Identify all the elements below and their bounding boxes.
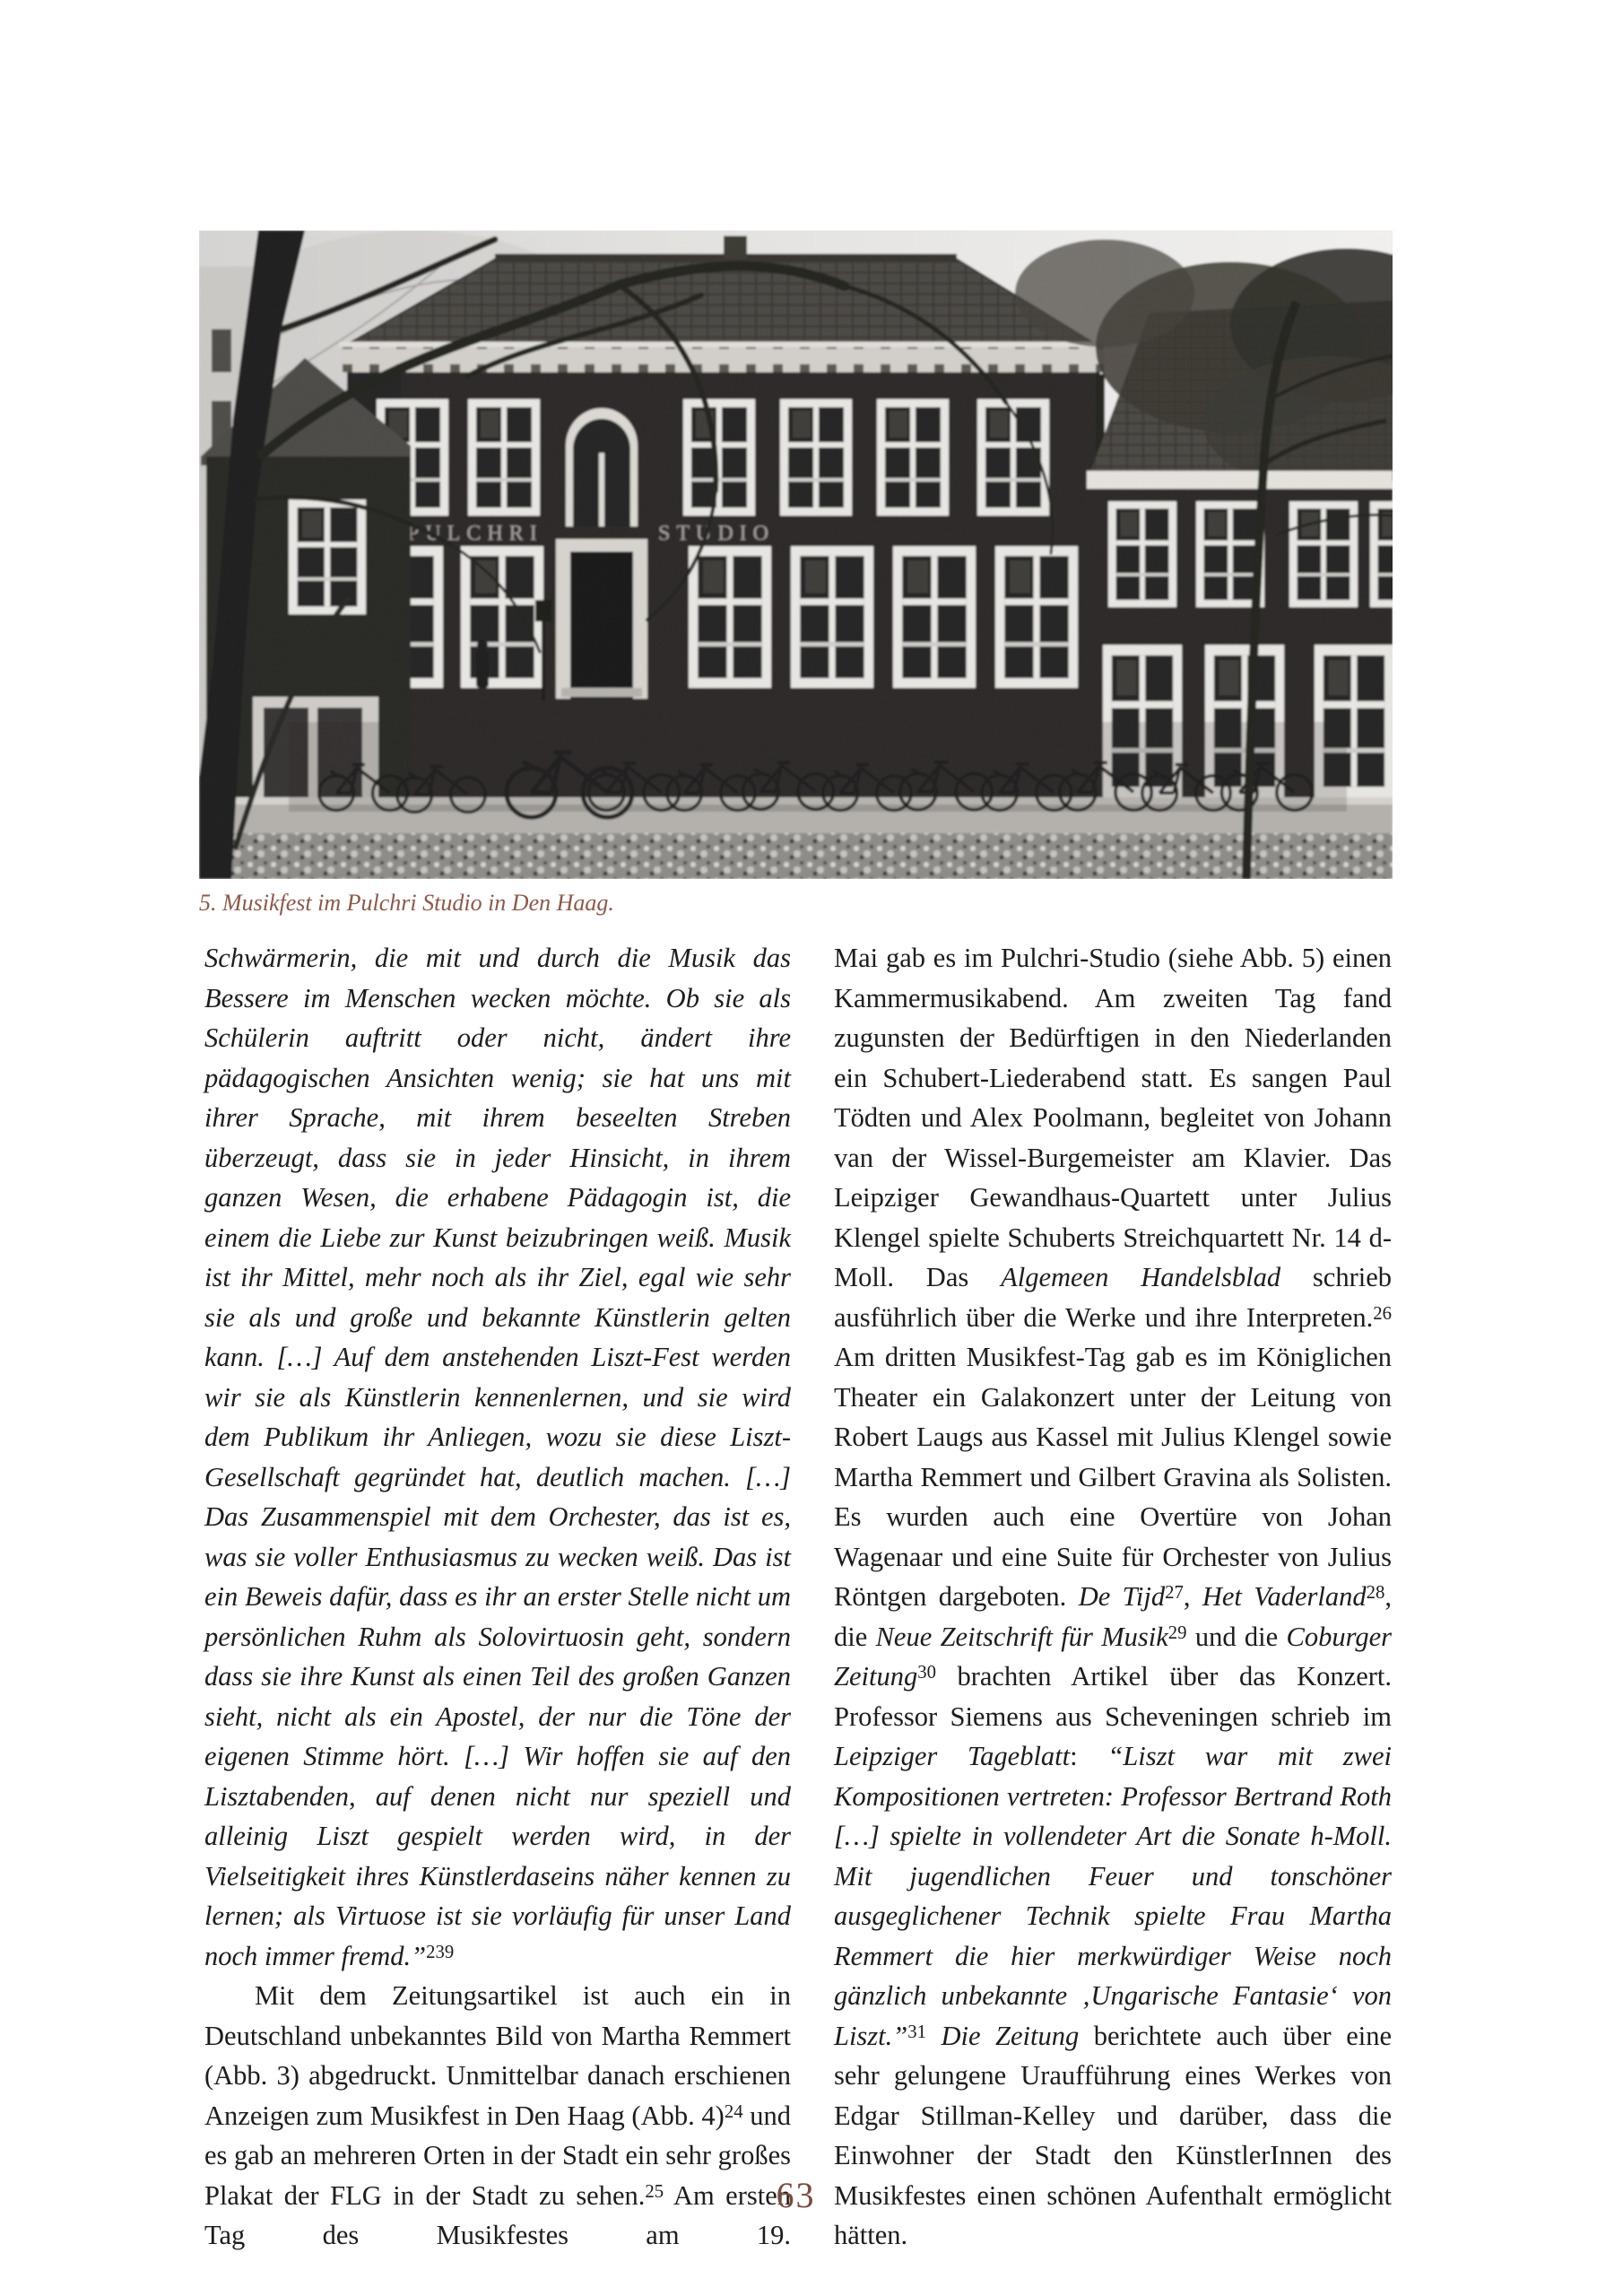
text-segment: De Tijd bbox=[1078, 1581, 1166, 1612]
text-segment: “Liszt war mit zwei Kompositionen vertreten: Professor Bertrand Roth […] spielte in vollendeter Art die Sonate h-Moll. Mit jugendlichen Feuer und tonschöner ausgeglichener Technik spielte Frau Martha Remmert die hier merkwürdiger Weise noch gänzlich unbekannte ‚Ungarische Fantasie‘ von Liszt.” bbox=[834, 1741, 1392, 2051]
figure-caption: 5. Musikfest im Pulchri Studio in Den Haag. bbox=[199, 890, 614, 916]
text-segment: brachten Artikel über das Konzert. Professor Siemens aus Scheveningen schrieb im bbox=[834, 1661, 1392, 1732]
text-segment: Het Vaderland bbox=[1202, 1581, 1367, 1612]
footnote-ref: 29 bbox=[1167, 1622, 1187, 1643]
text-segment: Mit dem Zeitungsartikel ist auch ein in Deutschland unbekanntes Bild von Martha Remmert (Abb. 3) abgedruckt. Unmittelbar danach erschienen Anzeigen zum Musikfest in Den Haag (Abb. 4) bbox=[204, 1980, 791, 2131]
text-segment: : bbox=[1070, 1741, 1108, 1771]
text-segment: Schwärmerin, die mit und durch die Musik das Bessere im Menschen wecken möchte. Ob sie als Schülerin auftritt oder nicht, ändert ihre pädagogischen Ansichten wenig; sie hat uns mit ihrer Sprache, mit ihrem beseelten Streben überzeugt, dass sie in jeder Hinsicht, in ihrem ganzen Wesen, die erhabene Pädagogin ist, die einem die Liebe zur Kunst beizubringen weiß. Musik ist ihr Mittel, mehr noch als ihr Ziel, egal wie sehr sie als und große und bekannte Künstlerin gelten kann. […] Auf dem anstehenden Liszt-Fest werden wir sie als Künstlerin kennenlernen, und sie wird dem Publikum ihr Anliegen, wozu sie diese Liszt-Gesellschaft gegründet hat, deutlich machen. […] Das Zusammenspiel mit dem Orchester, das ist es, was sie voller Enthusiasmus zu wecken weiß. Das ist ein Beweis dafür, dass es ihr an erster Stelle nicht um persönlichen Ruhm als Solovirtuosin geht, sondern dass sie ihre Kunst als einen Teil des großen Ganzen sieht, nicht als ein Apostel, der nur die Töne der eigenen Stimme hört. […] Wir hoffen sie auf den Lisztabenden, auf denen nicht nur speziell und alleinig Liszt gespielt werden wird, in der Vielseitigkeit ihres Künstlerdaseins näher kennen zu lernen; als Virtuose ist sie vorläufig für unser Land noch immer fremd.” bbox=[204, 943, 791, 1971]
text-segment bbox=[926, 2021, 942, 2051]
footnote-ref: 25 bbox=[645, 2181, 664, 2202]
column-left bbox=[204, 938, 791, 2256]
text-segment: , die bbox=[834, 1581, 1393, 1652]
footnote-ref: 239 bbox=[426, 1942, 455, 1962]
text-segment: Neue Zeitschrift für Musik bbox=[875, 1621, 1168, 1652]
text-segment: Algemeen Handelsblad bbox=[1001, 1262, 1281, 1292]
text-segment: berichtete auch über eine sehr gelungene Uraufführung eines Werkes von Edgar Stillman-Kelley und darüber, dass die Einwohner der Stadt den KünstlerInnen des Musikfestes einen schönen Aufenthalt ermöglicht hätten. bbox=[834, 2020, 1392, 2250]
text-segment: Die Zeitung bbox=[941, 2020, 1080, 2051]
photo-grain bbox=[199, 230, 1393, 879]
pulchri-studio-photo bbox=[199, 230, 1393, 879]
text-segment: Coburger Zeitung bbox=[834, 1621, 1392, 1692]
footnote-ref: 30 bbox=[917, 1663, 936, 1683]
quote-paragraph bbox=[204, 938, 791, 1976]
text-segment: , bbox=[1183, 1581, 1202, 1612]
text-segment: Am dritten Musikfest-Tag gab es im Königlichen Theater ein Galakonzert unter der Leitung von Robert Laugs aus Kassel mit Julius Klengel sowie Martha Remmert und Gilbert Gravina als Solisten. Es wurden auch eine Overtüre von Johan Wagenaar und eine Suite für Orchester von Julius Röntgen dargeboten. bbox=[834, 1342, 1392, 1612]
text-segment: Leipziger Tageblatt bbox=[834, 1741, 1071, 1771]
text-segment: schrieb ausführlich über die Werke und ihre Interpreten. bbox=[834, 1262, 1393, 1333]
text-segment: Mai gab es im Pulchri-Studio (siehe Abb. 5) einen Kammermusikabend. Am zweiten Tag fand zugunsten der Bedürftigen in den Niederlanden ein Schubert-Liederabend statt. Es sangen Paul Tödten und Alex Poolmann, begleitet von Johann van der Wissel-Burgemeister am Klavier. Das Leipziger Gewandhaus-Quartett unter Julius Klengel spielte Schuberts Streichquartett Nr. 14 d-Moll. Das bbox=[834, 943, 1392, 1292]
column-right bbox=[834, 938, 1392, 2256]
footnote-ref: 24 bbox=[724, 2101, 743, 2122]
page-number: 63 bbox=[776, 2175, 816, 2215]
text-columns bbox=[204, 938, 1392, 2256]
text-segment: und die bbox=[1186, 1621, 1287, 1652]
body-paragraph-right bbox=[834, 938, 1392, 2256]
footnote-ref: 28 bbox=[1366, 1583, 1385, 1604]
text-segment: und es gab an mehreren Orten in der Stadt ein sehr großes Plakat der FLG in der Stadt zu sehen. bbox=[204, 2100, 792, 2211]
text-segment: Am ersten Tag des Musikfestes am 19. bbox=[204, 2179, 791, 2250]
footnote-ref: 31 bbox=[907, 2022, 926, 2042]
footnote-ref: 27 bbox=[1165, 1583, 1184, 1604]
footnote-ref: 26 bbox=[1373, 1303, 1392, 1324]
figure-musikfest bbox=[199, 230, 1393, 917]
